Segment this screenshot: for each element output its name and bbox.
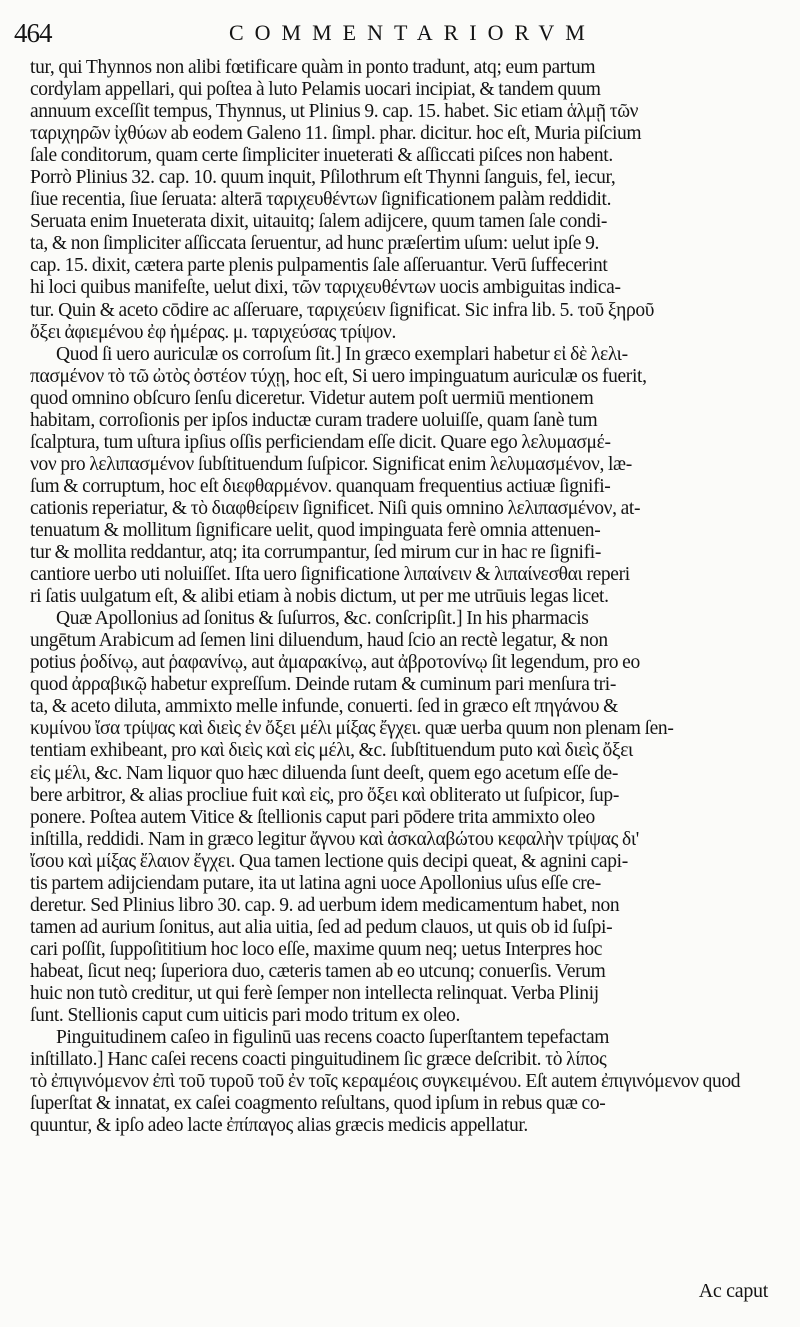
paragraph-start-line: Quod ſi uero auriculæ os corroſum ſit.] In græco exemplari habetur εἰ δὲ λελι-	[56, 343, 628, 365]
text-line: cari poſſit, ſuppoſititium hoc loco eſſe, maxime quum neq; uetus Interpres hoc	[30, 938, 603, 960]
text-line: εἰς μέλι, &c. Nam liquor quo hæc diluenda ſunt deeſt, quem ego acetum eſſe de-	[30, 762, 619, 784]
running-head	[14, 18, 714, 50]
text-line: tur & mollita reddantur, atq; ita corrumpantur, ſed mirum cur in hac re ſignifi-	[30, 542, 601, 564]
text-line: ſuperſtat & innatat, ex caſei coagmento reſultans, quod ipſum in rebus quæ co-	[30, 1093, 606, 1115]
text-line: ſiue recentia, ſiue ſeruata: alterā ταριχευθέντων ſignificationem palàm reddidit.	[30, 189, 612, 211]
text-line: tur, qui Thynnos non alibi fœtificare quàm in ponto tradunt, atq; eum partum	[30, 57, 596, 78]
text-line: habitam, corroſionis per ipſos inductæ curam tradere uoluiſſe, quam ſanè tum	[30, 409, 598, 431]
text-line: cationis reperiatur, & τὸ διαφθείρειν ſignificet. Niſi quis omnino λελιπασμένον, at-	[30, 497, 641, 519]
text-line: tentiam exhibeant, pro καὶ διεὶς καὶ εἰς μέλι, &c. ſubſtituendum puto καὶ διεὶς ὄξει	[30, 740, 633, 762]
text-line: tenuatum & mollitum ſignificare uelit, quod impinguata ferè omnia attenuen-	[30, 519, 601, 541]
text-line: tis partem adijciendam putare, ita ut latina agni uoce Apollonius uſus eſſe cre-	[30, 872, 601, 894]
text-line: ri ſatis uulgatum eſt, & alibi etiam à nobis dictum, ut per me utrūuis legas licet.	[30, 586, 609, 608]
text-line: ſale conditorum, quam certe ſimpliciter inueterati & aſſiccati piſces non habent.	[30, 145, 613, 167]
text-line: ungētum Arabicum ad ſemen lini diluendum, haud ſcio an rectè legatur, & non	[30, 630, 608, 652]
text-line: ſcalptura, tum uſtura ipſius oſſis perficiendam eſſe dicit. Quare ego λελυμασμέ-	[30, 431, 611, 453]
text-line: annuum exceſſit tempus, Thynnus, ut Plinius 9. cap. 15. habet. Sic etiam ἁλμῇ τῶν	[30, 101, 639, 123]
text-line: quod omnino obſcuro ſenſu diceretur. Videtur autem poſt uermiū mentionem	[30, 387, 594, 409]
text-line: tur. Quin & aceto cōdire ac aſſeruare, ταριχεύειν ſignificat. Sic infra lib. 5. τοῦ ξηροῦ	[30, 299, 655, 321]
paragraph-start-line: Quæ Apollonius ad ſonitus & ſuſurros, &c. conſcripſit.] In his pharmacis	[56, 608, 589, 630]
paragraph-start-line: Pinguitudinem caſeo in figulinū uas recens coacto ſuperſtantem tepefactam	[56, 1027, 610, 1049]
text-line: habeat, ſicut neq; ſuperiora duo, cæteris tamen ab eo utcunq; conuerſis. Verum	[30, 960, 606, 982]
text-line: τὸ ἐπιγινόμενον ἐπὶ τοῦ τυροῦ τοῦ ἐν τοῖς κεραμέοις συγκειμένου. Eſt autem ἐπιγινόμενον quod	[30, 1071, 741, 1093]
page-number: 464	[14, 18, 52, 48]
text-line: ὄξει ἀφιεμένου ἐφ ἡμέρας. μ. ταριχεύσας τρίψον.	[30, 321, 397, 343]
text-line: cantiore uerbo uti noluiſſet. Iſta uero ſignificatione λιπαίνειν & λιπαίνεσθαι reperi	[30, 564, 630, 586]
running-title: COMMENTARIORVM	[229, 20, 596, 45]
text-line: ſum & corruptum, hoc eſt διεφθαρμένον. quanquam frequentius actiuæ ſignifi-	[30, 475, 611, 497]
text-line: hi loci quibus manifeſte, uelut dixi, τῶν ταριχευθέντων uocis ambiguitas indica-	[30, 277, 621, 299]
text-line: κυμίνου ἴσα τρίψας καὶ διεὶς ἐν ὄξει μέλι μίξας ἔγχει. quæ uerba quum non plenam ſen-	[30, 718, 674, 740]
text-line: Porrò Plinius 32. cap. 10. quum inquit, Pſilothrum eſt Thynni ſanguis, fel, iecur,	[30, 167, 616, 189]
text-line: cordylam appellari, qui poſtea à luto Pelamis uocari incipiat, & tandem quum	[30, 79, 601, 101]
text-line: deretur. Sed Plinius libro 30. cap. 9. ad uerbum idem medicamentum habet, non	[30, 894, 620, 916]
text-line: Seruata enim Inueterata dixit, uitauitq; ſalem adijcere, quum tamen ſale condi-	[30, 211, 608, 233]
text-line: potius ῥοδίνῳ, aut ῥαφανίνῳ, aut ἀμαρακίνῳ, aut ἀβροτονίνῳ ſit legendum, pro eo	[30, 652, 640, 674]
text-line: inſtillato.] Hanc caſei recens coacti pinguitudinem ſic græce deſcribit. τὸ λίπος	[30, 1049, 607, 1071]
text-line: bere arbitror, & alias procliue fuit καὶ εἰς, pro ὄξει καὶ obliterato ut ſuſpicor, ſup-	[30, 784, 619, 806]
text-line: huic non tutò creditur, ut qui ferè ſemper non intellecta relinquat. Verba Plinij	[30, 982, 599, 1004]
text-line: ταριχηρῶν ἰχθύων ab eodem Galeno 11. ſimpl. phar. dicitur. hoc eſt, Muria piſcium	[30, 123, 642, 145]
text-line: cap. 15. dixit, cætera parte plenis pulpamentis ſale aſſeruantur. Verū ſuffecerint	[30, 255, 608, 277]
text-line: tamen ad aurium ſonitus, aut alia uitia, ſed ad pedum clauos, ut quis ob id ſuſpi-	[30, 916, 613, 938]
text-line: quod ἀρραβικῷ habetur expreſſum. Deinde rutam & cuminum pari menſura tri-	[30, 674, 616, 696]
text-line: inſtilla, reddidi. Nam in græco legitur ἄγνου καὶ ἀσκαλαβώτου κεφαλὴν τρίψας δι'	[30, 828, 639, 850]
text-body	[30, 57, 775, 1137]
text-line: ta, & aceto diluta, ammixto melle infunde, conuerti. ſed in græco eſt πηγάνου &	[30, 696, 619, 718]
text-line: ponere. Poſtea autem Vitice & ſtellionis caput pari pōdere trita ammixto oleo	[30, 806, 595, 828]
text-line: ta, & non ſimpliciter aſſiccata ſeruentur, ad hunc præſertim uſum: uelut ipſe 9.	[30, 233, 600, 255]
text-line: quuntur, & ipſo adeo lacte ἐπίπαγος alias græcis medicis appellatur.	[30, 1115, 528, 1137]
text-line: ſunt. Stellionis caput cum uiticis pari modo tritum ex oleo.	[30, 1005, 460, 1027]
text-line: πασμένον τὸ τῶ ὠτὸς ὀστέον τύχῃ, hoc eſt, Si uero impinguatum auriculæ os fuerit,	[30, 365, 647, 387]
catchword: Ac caput	[698, 1280, 768, 1302]
text-line: νον pro λελιπασμένον ſubſtituendum ſuſpicor. Significat enim λελυμασμένον, læ-	[30, 453, 632, 475]
text-line: ἴσου καὶ μίξας ἔλαιον ἔγχει. Qua tamen lectione quis decipi queat, & agnini capi-	[30, 850, 628, 872]
